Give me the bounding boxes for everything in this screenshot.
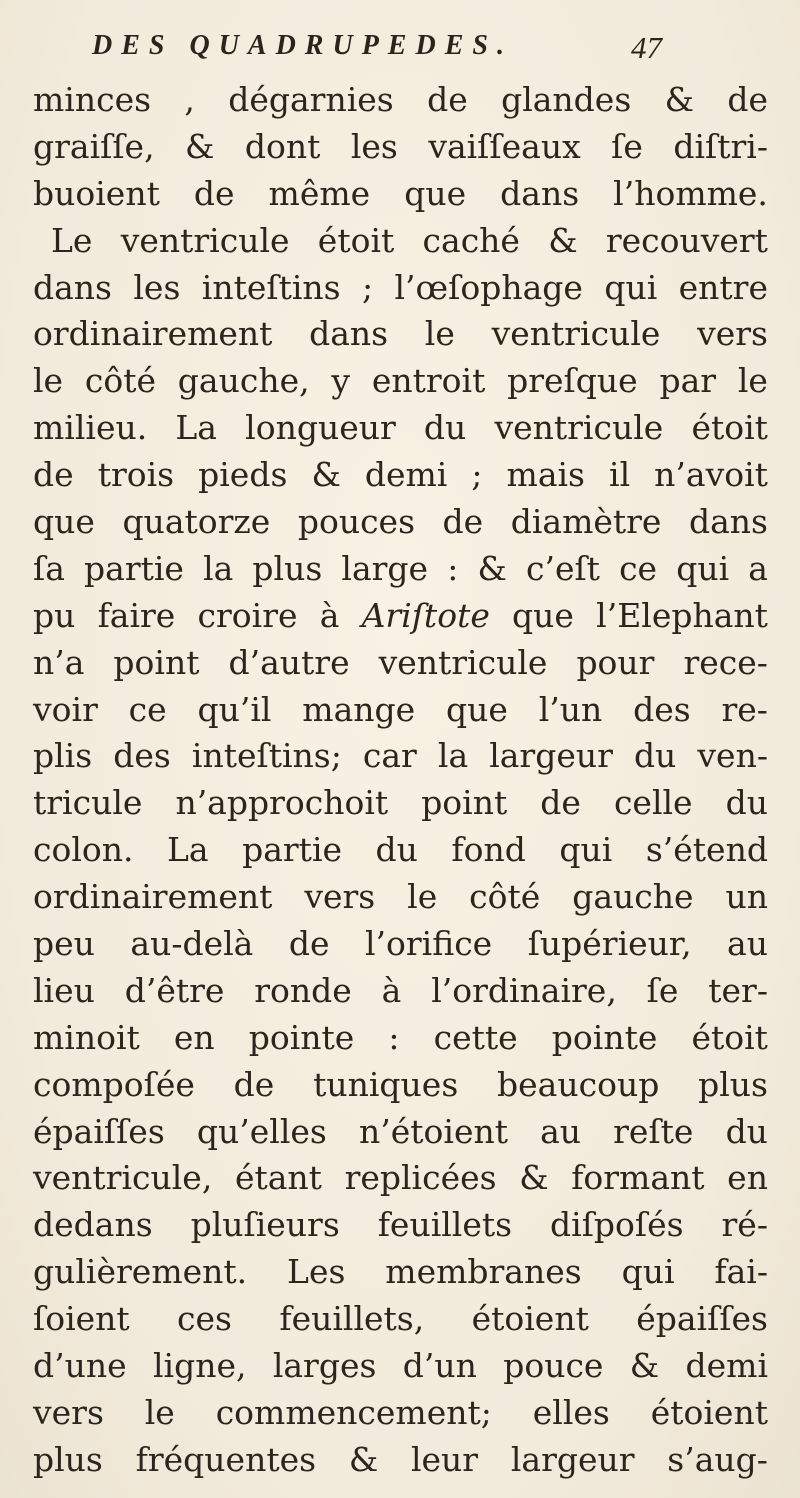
word: épaiſſes	[636, 1299, 768, 1339]
word: du	[633, 736, 677, 776]
word: s’aug-	[667, 1439, 768, 1479]
word: re-	[721, 689, 768, 729]
text-line	[33, 640, 768, 687]
word: entre	[678, 267, 768, 307]
word: étoient	[650, 1392, 768, 1432]
word: l’Elephant	[596, 595, 768, 635]
word: buoient	[33, 173, 160, 213]
word: quatorze	[122, 502, 271, 542]
word: beaucoup	[497, 1064, 660, 1104]
word: même	[268, 173, 371, 213]
word: cette	[433, 1017, 518, 1057]
word: qui	[676, 548, 730, 588]
text-line	[33, 687, 768, 734]
word: elles	[532, 1392, 610, 1432]
word: leur	[410, 1439, 479, 1479]
text-line	[33, 1437, 768, 1484]
word: dans	[309, 314, 389, 354]
word: n’a	[33, 642, 85, 682]
text-line	[33, 77, 768, 124]
body-text	[33, 77, 768, 1484]
text-line	[33, 1109, 768, 1156]
word: recouvert	[605, 220, 768, 260]
word: le	[144, 1392, 175, 1432]
word: de	[193, 173, 235, 213]
word: largeur	[510, 1439, 635, 1479]
word: &	[311, 455, 341, 495]
word: ventricule	[120, 220, 290, 260]
text-line	[33, 452, 768, 499]
word: que	[445, 689, 508, 729]
word: plus	[33, 1439, 103, 1479]
text-line	[33, 218, 768, 265]
word: dedans	[33, 1205, 153, 1245]
word: :	[388, 1017, 400, 1057]
word: partie	[84, 548, 184, 588]
word: en	[727, 1158, 768, 1198]
word: ſupérieur,	[527, 924, 692, 964]
word: étoit	[317, 220, 395, 260]
word: &	[348, 1439, 379, 1479]
word: mais	[506, 455, 585, 495]
text-line	[33, 171, 768, 218]
text-line	[33, 1249, 768, 1296]
word: ces	[177, 1299, 232, 1339]
word: d’une	[33, 1346, 127, 1386]
word: La	[175, 408, 217, 448]
word: compoſée	[33, 1064, 195, 1104]
word: reſte	[613, 1111, 694, 1151]
word: côté	[469, 877, 541, 917]
word: ventricule	[378, 642, 548, 682]
word: car	[362, 736, 417, 776]
word: un	[725, 877, 768, 917]
word: l’homme.	[613, 173, 768, 213]
word: diſtri-	[673, 126, 768, 166]
word: diamètre	[510, 502, 662, 542]
word: trois	[97, 455, 175, 495]
word: qu’elles	[196, 1111, 327, 1151]
text-line	[33, 1062, 768, 1109]
word: entroit	[371, 361, 486, 401]
word: ;	[361, 267, 374, 307]
text-line	[33, 311, 768, 358]
text-line	[33, 1155, 768, 1202]
word: commencement;	[215, 1392, 492, 1432]
word: étoit	[691, 408, 768, 448]
word: du	[725, 783, 768, 823]
word: gulièrement.	[33, 1252, 248, 1292]
word: vers	[33, 1392, 104, 1432]
word: pouce	[503, 1346, 604, 1386]
word: preſque	[507, 361, 638, 401]
word: dans	[33, 267, 112, 307]
text-line	[33, 733, 768, 780]
word: ;	[471, 455, 483, 495]
word: vers	[304, 877, 376, 917]
word: au-delà	[130, 924, 254, 964]
word: longueur	[245, 408, 396, 448]
word: celle	[613, 783, 693, 823]
word: n’avoit	[654, 455, 768, 495]
text-line	[33, 780, 768, 827]
word: la	[203, 548, 234, 588]
word: ordinairement	[33, 877, 273, 917]
word: larges	[272, 1346, 377, 1386]
word: &	[185, 126, 215, 166]
word: plus	[698, 1064, 768, 1104]
word: pointe	[248, 1017, 355, 1057]
word: dans	[500, 173, 580, 213]
word: d’autre	[228, 642, 350, 682]
word: ſe	[611, 126, 643, 166]
word: inteſtins	[201, 267, 341, 307]
text-line	[33, 265, 768, 312]
word: par	[659, 361, 717, 401]
word: qui	[604, 267, 658, 307]
text-line	[33, 1343, 768, 1390]
word: au	[540, 1111, 582, 1151]
word: il	[609, 455, 631, 495]
text-line	[33, 968, 768, 1015]
word: point	[113, 642, 200, 682]
word: dégarnies	[228, 80, 394, 119]
word: à	[319, 595, 340, 635]
word: ronde	[254, 970, 352, 1010]
text-line	[33, 124, 768, 171]
word: n’approchoit	[175, 783, 389, 823]
word: des	[633, 689, 691, 729]
word: de	[427, 80, 468, 119]
word: feuillets,	[279, 1299, 425, 1339]
word: en	[173, 1017, 215, 1057]
word: ſoient	[33, 1299, 130, 1339]
word: pluſieurs	[190, 1205, 340, 1245]
word: ce	[128, 689, 167, 729]
word: qui	[559, 830, 613, 870]
text-line	[33, 1296, 768, 1343]
word: rece-	[683, 642, 768, 682]
word: qui	[621, 1252, 675, 1292]
word: gauche	[572, 877, 694, 917]
word: l’ordinaire,	[431, 970, 617, 1010]
text-line	[33, 1015, 768, 1062]
word: ce	[619, 548, 658, 588]
word: pointe	[551, 1017, 658, 1057]
word: pu	[33, 595, 76, 635]
word: membranes	[385, 1252, 582, 1292]
word: milieu.	[33, 408, 148, 448]
word: l’œſophage	[394, 267, 583, 307]
word: a	[748, 548, 768, 588]
word: l’orifice	[364, 924, 493, 964]
page-number: 47	[631, 30, 662, 65]
word: vaiſſeaux	[428, 126, 581, 166]
word: dans	[688, 502, 768, 542]
word: de	[288, 924, 330, 964]
text-line	[33, 499, 768, 546]
word: demi	[364, 455, 448, 495]
word: fréquentes	[135, 1439, 317, 1479]
word: les	[350, 126, 398, 166]
word: des	[113, 736, 171, 776]
word: formant	[571, 1158, 705, 1198]
word: de	[233, 1064, 275, 1104]
word: ſa	[33, 548, 65, 588]
word: caché	[422, 220, 520, 260]
word: replicées	[344, 1158, 497, 1198]
text-line	[33, 593, 768, 640]
word: ré-	[721, 1205, 768, 1245]
word: de	[442, 502, 484, 542]
word: voir	[33, 689, 98, 729]
word: ventricule,	[33, 1158, 213, 1198]
word: fond	[451, 830, 526, 870]
word: &	[664, 80, 694, 119]
word: à	[381, 970, 402, 1010]
text-line	[33, 546, 768, 593]
word: y	[331, 361, 351, 401]
word: que	[404, 173, 467, 213]
word: c’eſt	[525, 548, 600, 588]
word: ſe	[646, 970, 679, 1010]
word: côté	[84, 361, 157, 401]
word: inteſtins;	[191, 736, 342, 776]
word: minces	[33, 80, 152, 119]
word: de	[540, 783, 581, 823]
word: d’être	[124, 970, 225, 1010]
running-head	[92, 30, 662, 70]
text-line	[33, 405, 768, 452]
word: Les	[287, 1252, 346, 1292]
word: qu’il	[197, 689, 272, 729]
text-line	[33, 1390, 768, 1437]
word: ordinairement	[33, 314, 273, 354]
word: point	[421, 783, 508, 823]
word: d’un	[402, 1346, 477, 1386]
word: ven-	[697, 736, 768, 776]
word: du	[725, 1111, 768, 1151]
word: s’étend	[645, 830, 768, 870]
word: dont	[244, 126, 321, 166]
word: ,	[184, 80, 195, 119]
word: n’étoient	[358, 1111, 508, 1151]
word: du	[423, 408, 467, 448]
word: ligne,	[152, 1346, 247, 1386]
text-line	[33, 921, 768, 968]
text-line	[33, 358, 768, 405]
word: étant	[234, 1158, 322, 1198]
word: pouces	[297, 502, 416, 542]
text-line	[33, 827, 768, 874]
word: large	[341, 548, 429, 588]
word: le	[737, 361, 768, 401]
word: &	[519, 1158, 549, 1198]
word: faire	[97, 595, 176, 635]
word: épaiſſes	[33, 1111, 165, 1151]
word: glandes	[501, 80, 632, 119]
word: largeur	[489, 736, 613, 776]
word: tuniques	[313, 1064, 459, 1104]
word: La	[167, 830, 209, 870]
word: tricule	[33, 783, 143, 823]
word: que	[512, 595, 574, 635]
word: peu	[33, 924, 95, 964]
word: plus	[252, 548, 323, 588]
word: le	[33, 361, 64, 401]
word: de	[33, 455, 74, 495]
word: Ariſtote	[361, 595, 490, 635]
word: étoient	[471, 1299, 589, 1339]
word: fai-	[714, 1252, 768, 1292]
word: croire	[197, 595, 298, 635]
word: du	[375, 830, 418, 870]
word: demi	[685, 1346, 768, 1386]
word: ventricule	[494, 408, 664, 448]
word: étoit	[691, 1017, 768, 1057]
word: la	[437, 736, 469, 776]
word: vers	[697, 314, 768, 354]
word: lieu	[33, 970, 95, 1010]
word: pour	[576, 642, 655, 682]
word: l’un	[538, 689, 603, 729]
word: mange	[302, 689, 416, 729]
word: &	[629, 1346, 660, 1386]
word: plis	[33, 736, 93, 776]
word: le	[407, 877, 438, 917]
word: les	[133, 267, 181, 307]
word: le	[424, 314, 455, 354]
word: que	[33, 502, 95, 542]
word: &	[477, 548, 507, 588]
word: de	[727, 80, 768, 119]
word: diſpoſés	[550, 1205, 684, 1245]
text-line	[33, 1202, 768, 1249]
word: pieds	[198, 455, 288, 495]
word: ter-	[708, 970, 768, 1010]
word: feuillets	[377, 1205, 513, 1245]
word: au	[727, 924, 768, 964]
word: gauche,	[177, 361, 310, 401]
word: partie	[242, 830, 343, 870]
word: graiſſe,	[33, 126, 155, 166]
text-line	[33, 874, 768, 921]
word: minoit	[33, 1017, 140, 1057]
word: ventricule	[491, 314, 661, 354]
word: :	[447, 548, 459, 588]
word: Le	[51, 220, 93, 260]
word: &	[548, 220, 578, 260]
word: colon.	[33, 830, 134, 870]
running-title: DES QUADRUPEDES.	[92, 30, 513, 61]
